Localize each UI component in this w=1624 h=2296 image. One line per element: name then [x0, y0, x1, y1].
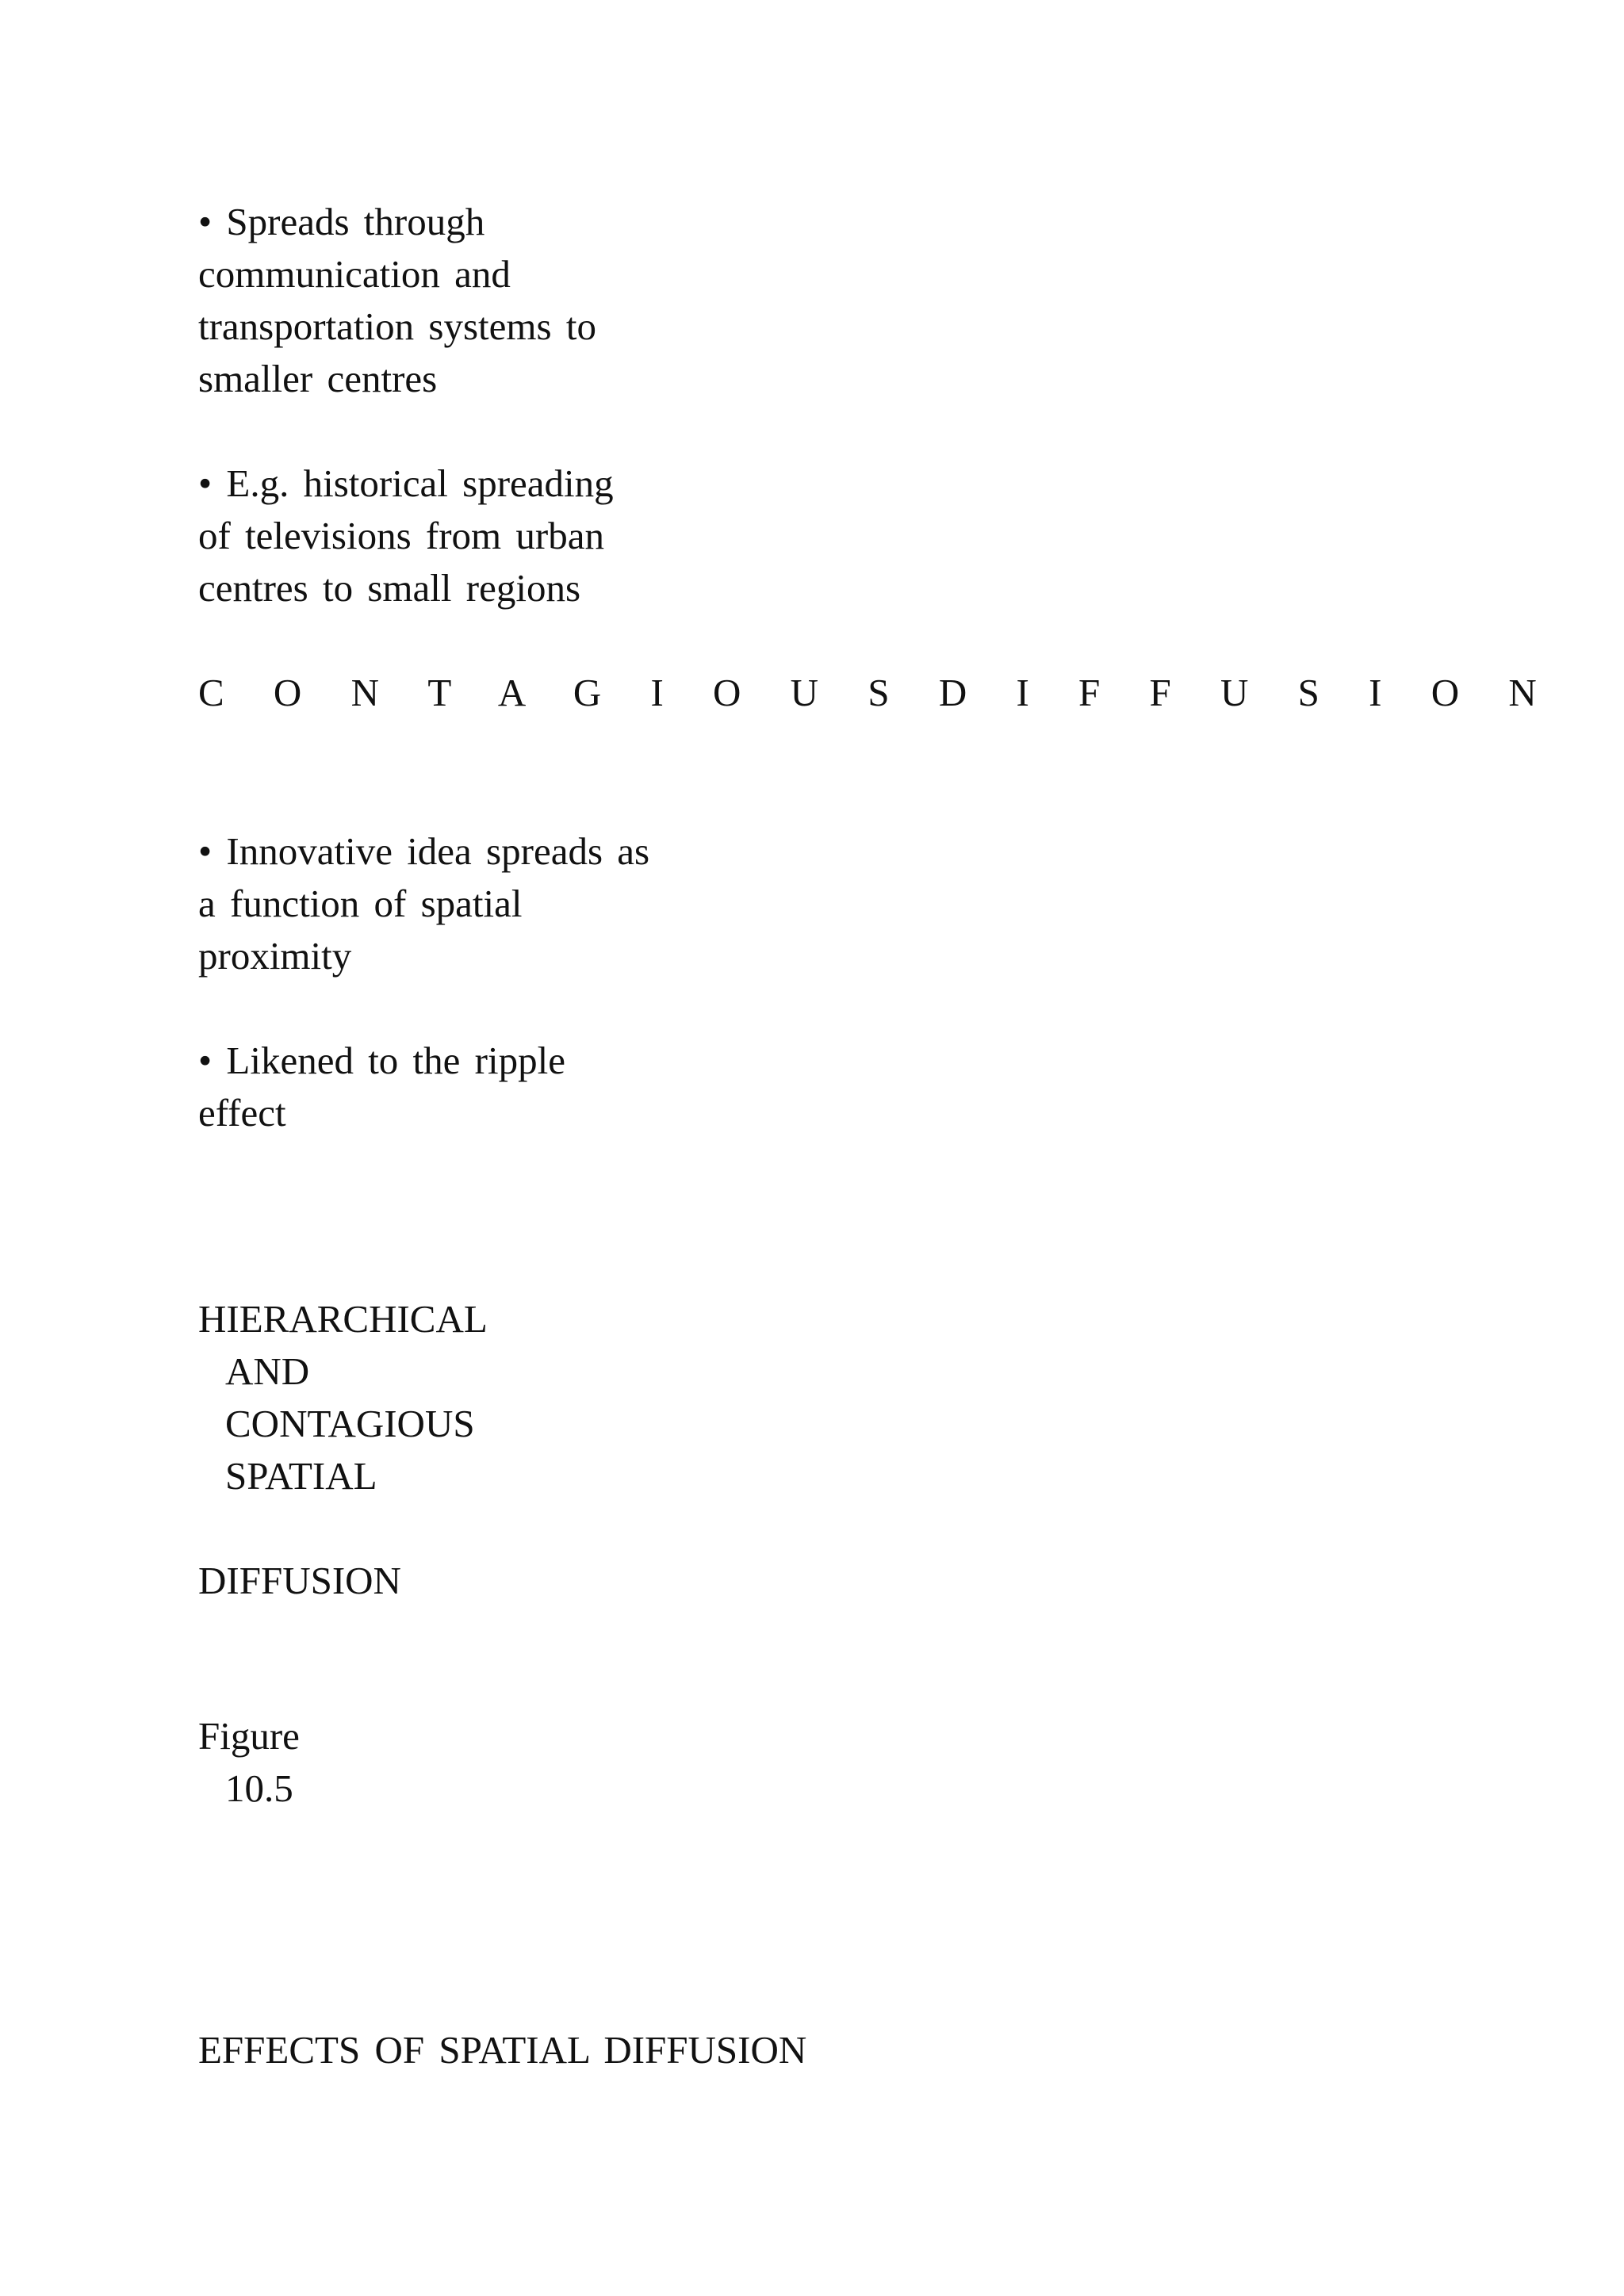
text-line: transportation systems to [198, 304, 596, 348]
text-line: • Innovative idea spreads as [198, 829, 650, 873]
text-line: a function of spatial [198, 882, 523, 925]
heading-contagious-diffusion [198, 667, 1548, 719]
figure-title-line: SPATIAL [225, 1454, 377, 1498]
figure-subtitle-text: DIFFUSION [198, 1559, 401, 1602]
text-line: effect [198, 1091, 286, 1135]
figure-title [198, 1293, 488, 1502]
bullet-ripple-effect [198, 1035, 565, 1139]
text-line: communication and [198, 252, 511, 296]
figure-number: 10.5 [225, 1766, 293, 1810]
figure-label [198, 1710, 300, 1815]
text-line: proximity [198, 934, 352, 978]
figure-title-line: CONTAGIOUS [225, 1402, 475, 1445]
text-line: smaller centres [198, 357, 438, 400]
heading-effects-of-spatial-diffusion [198, 2024, 806, 2076]
text-line: of televisions from urban [198, 514, 604, 557]
figure-label-word: Figure [198, 1714, 300, 1758]
figure-title-line: AND [225, 1349, 310, 1393]
figure-title-line: HIERARCHICAL [198, 1297, 488, 1341]
heading-text: C O N T A G I O U S D I F F U S I O N [198, 671, 1548, 714]
text-line: • E.g. historical spreading [198, 461, 614, 505]
figure-subtitle [198, 1555, 401, 1607]
text-line: • Spreads through [198, 200, 485, 243]
heading-text: EFFECTS OF SPATIAL DIFFUSION [198, 2028, 807, 2072]
bullet-innovative-idea [198, 825, 649, 982]
bullet-example-televisions [198, 457, 614, 614]
text-line: • Likened to the ripple [198, 1039, 565, 1082]
text-line: centres to small regions [198, 566, 581, 610]
bullet-spreads-through [198, 196, 596, 405]
